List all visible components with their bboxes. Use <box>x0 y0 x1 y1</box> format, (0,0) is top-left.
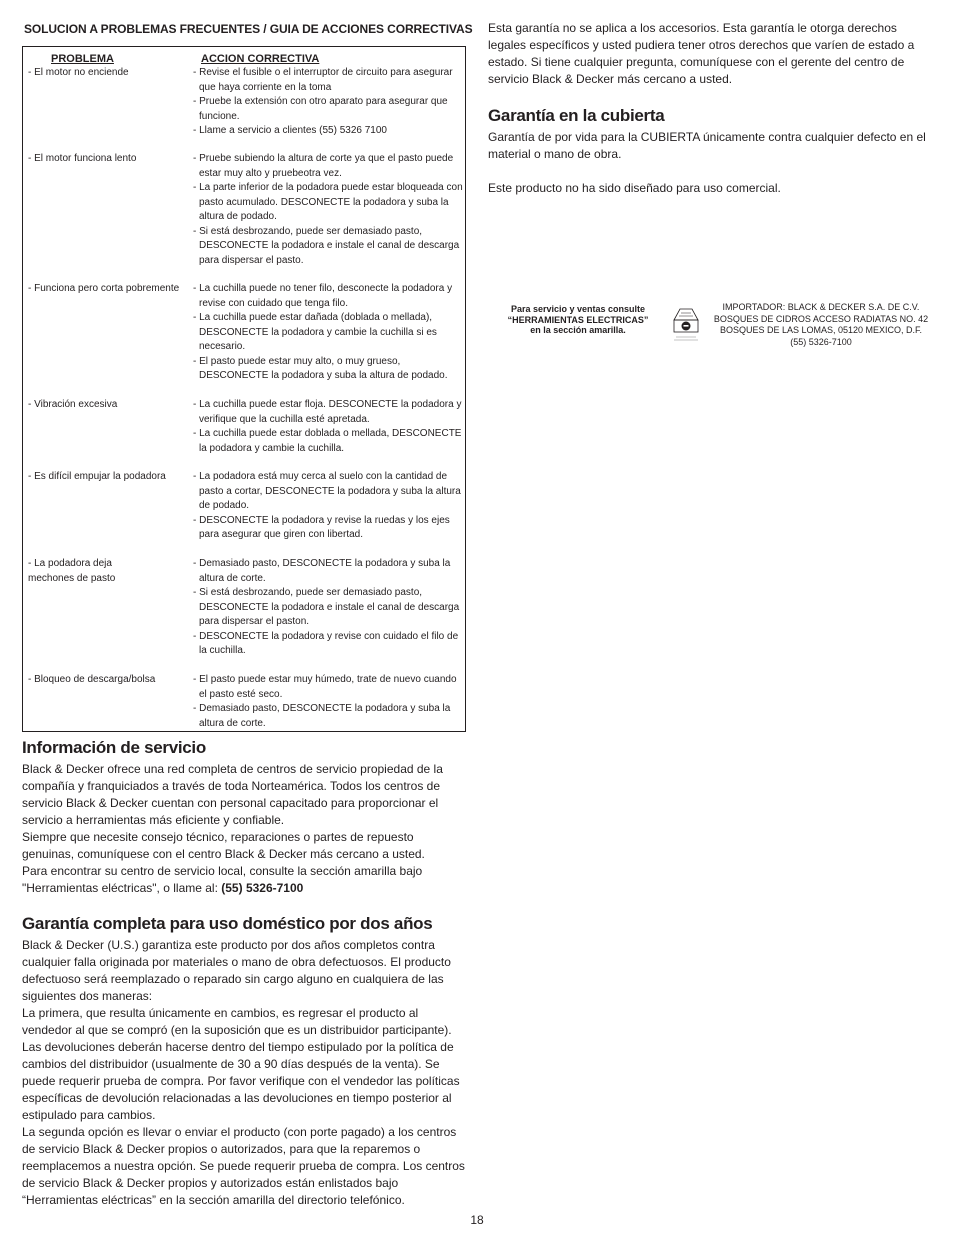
warranty-paragraph: Black & Decker (U.S.) garantiza este producto por dos años completos contra cualquier falla originada por materiales o mano de obra defectuosos. El producto defectuoso será reemplazado o reparado sin cargo alguno en cualquiera de las siguientes dos maneras: <box>22 938 451 1003</box>
action-item: - Si está desbrozando, puede ser demasiado pasto, DESCONECTE la podadora e instale el canal de descarga para dispersar el paston. <box>193 587 460 627</box>
action-item: - Pruebe subiendo la altura de corte ya que el pasto puede estar muy alto y pruebeotra vez. <box>193 153 454 179</box>
action-item: - DESCONECTE la podadora y revise con cuidado el filo de la cuchilla. <box>193 630 459 656</box>
service-info-heading: Información de servicio <box>22 738 206 757</box>
action-list <box>193 282 465 384</box>
service-info-paragraph: Black & Decker ofrece una red completa de centros de servicio propiedad de la compañía y franquiciados a través de toda Norteamérica. Todos los centros de servicio Black & Decker cuentan con personal capacitado para proporcionar el servicio a herramientas más eficiente y confiable. <box>22 762 443 827</box>
problem-text: - Es difícil empujar la podadora <box>28 471 166 482</box>
deck-warranty-heading: Garantía en la cubierta <box>488 106 665 125</box>
problem-text: - El motor funciona lento <box>28 153 137 164</box>
action-item: - Pruebe la extensión con otro aparato para asegurar que funcione. <box>193 96 448 122</box>
service-info-paragraph: Siempre que necesite consejo técnico, reparaciones o partes de repuesto genuinas, comuníquese con el centro Black & Decker más cercano a usted. <box>22 830 425 861</box>
action-list <box>193 557 465 659</box>
problem-text: - Bloqueo de descarga/bolsa <box>28 674 156 685</box>
service-info-body <box>22 761 468 897</box>
action-item: - El pasto puede estar muy alto, o muy grueso, DESCONECTE la podadora y suba la altura de podado. <box>193 355 448 381</box>
action-item: - La cuchilla puede estar dañada (doblada o mellada), DESCONECTE la podadora y cambie la cuchilla si es necesario. <box>193 312 437 352</box>
action-item: - Llame a servicio a clientes (55) 5326 7100 <box>193 125 387 136</box>
yellow-pages-phone-icon <box>671 306 701 346</box>
yellow-pages-note <box>488 304 668 336</box>
service-info-text: Para encontrar su centro de servicio local, consulte la sección amarilla bajo "Herramientas eléctricas", o llame al: <box>22 864 423 895</box>
deck-warranty-body <box>488 129 934 197</box>
action-item: - La cuchilla puede no tener filo, desconecte la podadora y revise con cuidado que tenga filo. <box>193 283 453 309</box>
action-list <box>193 66 465 139</box>
importer-line: (55) 5326-7100 <box>790 336 852 347</box>
importer-line: BOSQUES DE LAS LOMAS, 05120 MEXICO, D.F. <box>719 325 923 335</box>
importer-line: BOSQUES DE CIDROS ACCESO RADIATAS NO. 42 <box>713 313 929 324</box>
warranty-heading: Garantía completa para uso doméstico por dos años <box>22 914 433 933</box>
action-item: - Demasiado pasto, DESCONECTE la podadora y suba la altura de corte. <box>193 703 451 729</box>
deck-warranty-paragraph: Garantía de por vida para la CUBIERTA únicamente contra cualquier defecto en el material o mano de obra. <box>488 130 926 161</box>
action-item: - Si está desbrozando, puede ser demasiado pasto, DESCONECTE la podadora e instale el canal de descarga para dispersar el pasto. <box>193 225 460 266</box>
importer-line: IMPORTADOR: BLACK & DECKER S.A. DE C.V. <box>722 302 920 312</box>
problem-text: - El motor no enciende <box>28 67 129 78</box>
page-number: 18 <box>470 1213 484 1227</box>
problem-text: - La podadora deja mechones de pasto <box>28 558 116 584</box>
action-item: - El pasto puede estar muy húmedo, trate de nuevo cuando el pasto esté seco. <box>193 674 457 700</box>
action-item: - La parte inferior de la podadora puede estar bloqueada con pasto acumulado. DESCONECTE la podadora y suba la altura de podado. <box>193 182 463 222</box>
problem-text: - Vibración excesiva <box>28 399 118 410</box>
problem-column-header: PROBLEMA <box>51 53 114 65</box>
warranty-continued-paragraph: Esta garantía no se aplica a los accesorios. Esta garantía le otorga derechos legales específicos y usted pudiera tener otros derechos que varíen de estado a estado. Si tiene cualquier pregunta, comuníquese con el gerente del centro de servicio Black & Decker más cercano a usted. <box>488 21 915 86</box>
action-list <box>193 673 465 731</box>
action-item: - Demasiado pasto, DESCONECTE la podadora y suba la altura de corte. <box>193 558 451 584</box>
yellow-pages-line: “HERRAMIENTAS ELECTRICAS” <box>507 314 649 325</box>
action-list <box>193 152 465 268</box>
problem-text: - Funciona pero corta pobremente <box>28 283 180 294</box>
warranty-paragraph: La segunda opción es llevar o enviar el producto (con porte pagado) a los centros de servicio Black & Decker propios o autorizados, para que la reparemos o reemplacemos a nuestra opción. Se puede requerir prueba de compra. Los centros de servicio Black & Decker propios y autorizados están enlistados bajo “Herramientas eléctricas” en la sección amarilla del directorio telefónico. <box>22 1125 465 1207</box>
action-item: - Revise el fusible o el interruptor de circuito para asegurar que haya corriente en la toma <box>193 67 453 93</box>
yellow-pages-line: Para servicio y ventas consulte <box>510 304 646 314</box>
action-list <box>193 470 465 543</box>
service-phone: (55) 5326-7100 <box>221 881 304 895</box>
action-item: - DESCONECTE la podadora y revise la ruedas y los ejes para asegurar que giren con libertad. <box>193 514 450 540</box>
warranty-continued <box>488 20 934 88</box>
deck-warranty-paragraph: Este producto no ha sido diseñado para uso comercial. <box>488 181 781 195</box>
troubleshooting-title: SOLUCION A PROBLEMAS FRECUENTES / GUIA DE ACCIONES CORRECTIVAS <box>24 22 473 36</box>
action-column-header: ACCION CORRECTIVA <box>201 53 320 65</box>
action-list <box>193 398 465 456</box>
service-info-paragraph <box>22 863 468 897</box>
yellow-pages-line: en la sección amarilla. <box>530 325 626 335</box>
action-item: - La cuchilla puede estar doblada o mellada, DESCONECTE la podadora y cambie la cuchilla. <box>193 428 462 454</box>
importer-address <box>708 302 934 348</box>
warranty-paragraph: La primera, que resulta únicamente en cambios, es regresar el producto al vendedor al que se compró (en la suposición que es un distribuidor participante). Las devoluciones deberán hacerse dentro del tiempo estipulado por la política de cambios del distribuidor (usualmente de 30 a 90 días después de la venta). Se puede requerir prueba de compra. Por favor verifique con el vendedor las políticas específicas de devolución relacionadas a las devoluciones en tiempo posterior al estipulado para cambios. <box>22 1006 460 1122</box>
troubleshooting-table <box>22 46 466 732</box>
warranty-body <box>22 937 468 1209</box>
action-item: - La podadora está muy cerca al suelo con la cantidad de pasto a cortar, DESCONECTE la podadora y suba la altura de podado. <box>193 471 461 511</box>
action-item: - La cuchilla puede estar floja. DESCONECTE la podadora y verifique que la cuchilla esté apretada. <box>193 399 462 425</box>
